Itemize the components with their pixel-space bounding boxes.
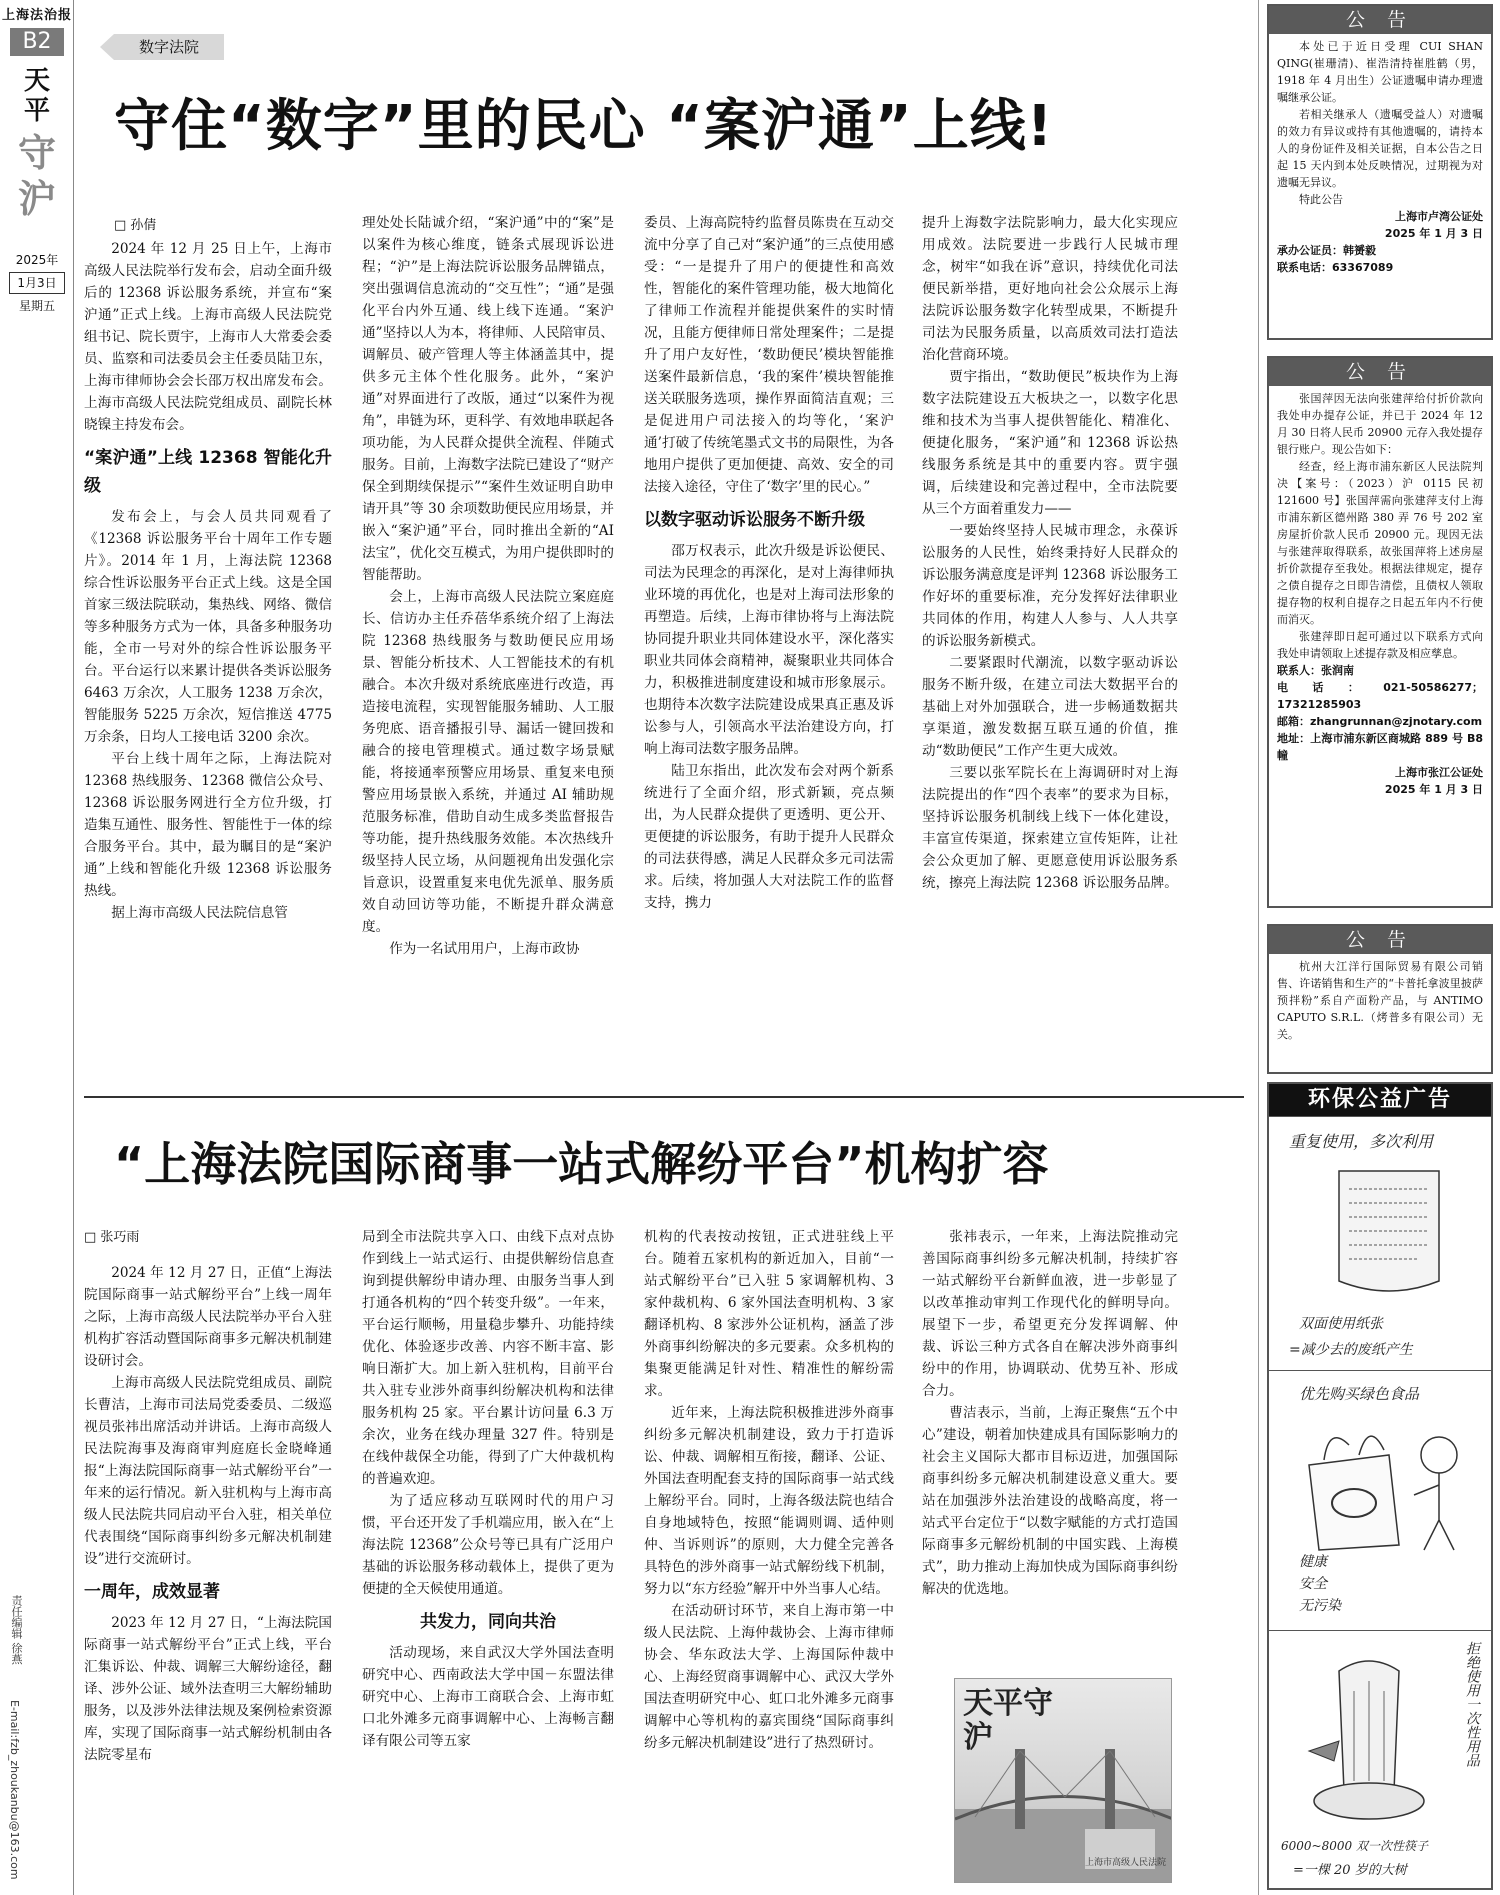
notice-3	[1267, 924, 1493, 1074]
ad-word-nonpolluting: 无污染	[1299, 1598, 1341, 1614]
photo-caption: 上海市高级人民法院	[1085, 1858, 1167, 1868]
shopping-bag-icon	[1289, 1415, 1479, 1555]
ad-word-health: 健康	[1299, 1554, 1327, 1570]
article1-column-1: 2024 年 12 月 25 日上午，上海市高级人民法院举行发布会，启动全面升级后的 12368 诉讼服务系统，并宣布“案沪通”正式上线。上海市高级人民法院党组书记、院长贾宇，上海市人大常委会委员、监察和司法委员会主任委员陆卫东，上海市律师协会会长邵万权出席发布会。上海市高级人民法院党组成员、副院长林晓镍主持发布会。 “案沪通”上线 12368 智能化升级 发布会上，与会人员共同观看了《12368 诉讼服务平台十周年工作专题片》。2014 年 1 月，上海法院 12368 综合性诉讼服务平台正式上线。这是全国首家三级法院联动，集热线、网络、微信等多种服务方式为一体，具备多种服务功能，全市一号对外的综合性诉讼服务平台。平台运行以来累计提供各类诉讼服务 6463 万余次，人工服务 1238 万余次，智能服务 5225 万余次，短信推送 4775 万余条，日均人工接电话 3200 余次。 平台上线十周年之际，上海法院对 12368 热线服务、12368 微信公众号、12368 诉讼服务网进行全方位升级，打造集互通性、服务性、智能性于一体的综合服务平台。其中，最为瞩目的是“案沪通”上线和智能化升级 12368 诉讼服务热线。 据上海市高级人民法院信息管	[84, 241, 332, 921]
article2-column-3: 机构的代表按动按钮，正式进驻线上平台。随着五家机构的新近加入，目前“一站式解纷平台”已入驻 5 家调解机构、3 家仲裁机构、6 家外国法查明机构、3 家翻译机构、8 家涉外公证机构，涵盖了涉外商事纠纷解决的多元要素。众多机构的集聚更能满足针对性、精准性的解纷需求。 近年来，上海法院积极推进涉外商事纠纷多元解决机制建设，致力于打造诉讼、仲裁、调解相互衔接，翻译、公证、外国法查明配套支持的国际商事一站式线上解纷平台。同时，上海各级法院也结合自身地域特色，按照“能调则调、适仲则仲、当诉则诉”的原则，大力健全完善各具特色的涉外商事一站式解纷线下机制，努力以“东方经验”解开中外当事人心结。 在活动研讨环节，来自上海市第一中级人民法院、上海仲裁协会、上海市律师协会、华东政法大学、上海国际仲裁中心、上海经贸商事调解中心、武汉大学外国法查明研究中心、虹口北外滩多元商事调解中心等机构的嘉宾围绕“国际商事纠纷多元解决机制建设”进行了热烈研讨。	[644, 1229, 894, 1751]
ad-panel3-side: 拒绝使用一次性用品	[1464, 1641, 1480, 1767]
notice-2-body: 张国萍因无法向张建萍给付折价款向我处申办提存公证，并已于 2024 年 12 月 30 日将人民币 20900 元存入我处提存银行账户。现公告如下： 经查，经上海市浦东新区人民法院判决【案号：（2023）沪 0115 民初 121600 号】张国萍需向张建萍支付上海市浦东新区德州路 380 弄 76 号 202 室房屋折价款人民币 20900 元。现因无法与张建萍取得联系，故张国萍将上述房屋折价款提存至我处。根据法律规定，提存之债自提存之日即告清偿，且债权人领取提存物的权利自提存之日起五年内不行使而消灭。 张建萍即日起可通过以下联系方式向我处申请领取上述提存款及相应孳息。 联系人：张润南 电话：021-50586277；17321285903 邮箱：zhangrunnan@zjnotary.com 地址：上海市浦东新区商城路 889 号 B8 幢 上海市张江公证处 2025 年 1 月 3 日	[1277, 392, 1483, 796]
article2-headline: “上海法院国际商事一站式解纷平台”机构扩容	[114, 1137, 1049, 1191]
pub-weekday: 星期五	[18, 299, 55, 313]
article-divider	[84, 1096, 1244, 1098]
ad-panel1-bottom2: =减少去的废纸产生	[1289, 1342, 1413, 1358]
article2-column-4: 张祎表示，一年来，上海法院推动完善国际商事纠纷多元解决机制，持续扩容一站式解纷平台新鲜血液，进一步彰显了以改革推动审判工作现代化的鲜明导向。展望下一步，希望更充分发挥调解、仲裁、诉讼三种方式各自在解决涉外商事纠纷中的作用，协调联动、优势互补、形成合力。 曹洁表示，当前，上海正聚焦“五个中心”建设，朝着加快建成具有国际影响力的社会主义国际大都市目标迈进，加强国际商事纠纷多元解决机制建设意义重大。要站在加强涉外法治建设的战略高度，将一站式平台定位于“以数字赋能的方式打造国际商事多元解纷机制的中国实践、上海模式”，助力推动上海加快成为国际商事纠纷解决的优选地。	[922, 1229, 1178, 1597]
ad-panel1-bottom1: 双面使用纸张	[1299, 1316, 1383, 1332]
pub-year: 2025年	[15, 253, 59, 267]
paper-sheet-icon	[1319, 1161, 1459, 1301]
ad-panel2-top: 优先购买绿色食品	[1299, 1385, 1420, 1403]
notice-3-body: 杭州大江洋行国际贸易有限公司销售、许诺销售和生产的“卡普托拿波里披萨预拌粉”系自产面粉产品，与 ANTIMO CAPUTO S.R.L.（烤普多有限公司）无关。	[1277, 960, 1483, 1041]
article2-column-2: 局到全市法院共享入口、由线下点对点协作到线上一站式运行、由提供解纷信息查询到提供解纷申请办理、由服务当事人到打通各机构的“四个转变升级”。一年来，平台运行顺畅，用量稳步攀升、功能持续优化、体验逐步改善、内容不断丰富、影响日渐扩大。加上新入驻机构，目前平台共入驻专业涉外商事纠纷解决机构和法律服务机构 25 家。平台累计访问量 6.3 万余次，业务在线办理量 327 件。特别是在线仲裁保全功能，得到了广大仲裁机构的普遍欢迎。 为了适应移动互联网时代的用户习惯，平台还开发了手机端应用，嵌入在“上海法院 12368”公众号等已具有广泛用户基础的诉讼服务移动载体上，提供了更为便捷的全天候使用通道。 共发力，同向共治 活动现场，来自武汉大学外国法查明研究中心、西南政法大学中国－东盟法律研究中心、上海市工商联合会、上海市虹口北外滩多元商事调解中心、上海畅言翻译有限公司等五家	[362, 1229, 614, 1749]
column-name: 天平	[23, 66, 50, 126]
ad-panel-paper	[1269, 1116, 1491, 1370]
editor-credit: 责任编辑 徐燕	[10, 1595, 23, 1665]
main-content	[84, 0, 1254, 1895]
eco-ad-title: 环保公益广告	[1269, 1084, 1491, 1116]
ad-panel1-top: 重复使用，多次利用	[1289, 1132, 1434, 1151]
ad-panel3-bottom2: =一棵 20 岁的大树	[1293, 1863, 1407, 1878]
article1-column-3: 委员、上海高院特约监督员陈贵在互动交流中分享了自己对“案沪通”的三点使用感受：“一是提升了用户的便捷性和高效性，智能化的案件管理功能，极大地简化了律师工作流程并能提供案件的实时情况，且能方便律师日常处理案件；二是提升了用户友好性，‘数助便民’模块智能推送案件最新信息，‘我的案件’模块智能推送关联服务选项，操作界面简洁直观；三是促进用户司法接入的均等化，‘案沪通’打破了传统笔墨式文书的局限性，为各地用户提供了更加便捷、高效、安全的司法接入途径，守住了‘数字’里的民心。” 以数字驱动诉讼服务不断升级 邵万权表示，此次升级是诉讼便民、司法为民理念的再深化，是对上海律师执业环境的再优化，也是对上海司法形象的再塑造。后续，上海市律协将与上海法院协同提升职业共同体建设水平，深化落实职业共同体会商精神，凝聚职业共同体合力，积极推进制度建设和城市形象展示。也期待本次数字法院建设成果真正惠及诉讼参与人，引领高水平法治建设方向，打响上海司法数字服务品牌。 陆卫东指出，此次发布会对两个新系统进行了全面介绍，形式新颖，亮点频出，为人民群众提供了更透明、更公开、更便捷的诉讼服务，有助于提升人民群众的司法获得感，满足人民群众多元司法需求。后续，将加强人大对法院工作的监督支持，携力	[644, 215, 894, 911]
notice-2	[1267, 356, 1493, 908]
article1-byline: □ 孙倩	[114, 218, 157, 233]
article1-column-2: 理处处长陆诚介绍，“案沪通”中的“案”是以案件为核心维度，链条式展现诉讼进程；“沪”是上海法院诉讼服务品牌锚点，突出强调信息流动的“交互性”；“通”是强化平台内外互通、线上线下连通。“案沪通”坚持以人为本，将律师、人民陪审员、调解员、破产管理人等主体涵盖其中，提供多元主体个性化服务。此外，“案沪通”对界面进行了改版，通过“以案件为视角”，串链为环，更科学、有效地串联起各项功能，为人民群众提供全流程、伴随式服务。目前，上海数字法院已建设了“财产保全到期续保提示”“案件生效证明自助申请开具”等 30 余项数助便民应用场景，并嵌入“案沪通”平台，同时推出全新的“AI 法宝”，优化交互模式，为用户提供即时的智能帮助。 会上，上海市高级人民法院立案庭庭长、信访办主任乔蓓华系统介绍了上海法院 12368 热线服务与数助便民应用场景、智能分析技术、人工智能技术的有机融合。本次升级对系统底座进行改造，再造接电流程，实现智能服务辅助、人工服务兜底、语音播报引导、漏话一键回拨和融合的接电管理模式。通过数字场景赋能，将接通率预警应用场景、重复来电预警应用场景嵌入系统，并通过 AI 辅助规范服务标准，借助自动生成多类监督报告等功能，提升热线服务效能。本次热线升级坚持人民立场，从问题视角出发强化宗旨意识，设置重复来电优先派单、服务质效自动回访等功能，不断提升群众满意度。 作为一名试用用户，上海市政协	[362, 215, 614, 957]
article1-column-4: 提升上海数字法院影响力，最大化实现应用成效。法院要进一步践行人民城市理念，树牢“如我在诉”意识，持续优化司法便民新举措，更好地向社会公众展示上海法院诉讼服务数字化转型成果，不断提升司法为民服务质量，以高质效司法打造法治化营商环境。 贾宇指出，“数助便民”板块作为上海数字法院建设五大板块之一，以数字化思维和技术为当事人提供智能化、精准化、便捷化服务，“案沪通”和 12368 诉讼热线服务系统是其中的重要内容。贾宇强调，后续建设和完善过程中，全市法院要从三个方面着重发力—— 一要始终坚持人民城市理念，永葆诉讼服务的人民性，始终秉持好人民群众的诉讼服务满意度是评判 12368 诉讼服务工作好坏的重要标准，充分发挥好法律职业共同体的作用，构建人人参与、人人共享的诉讼服务新模式。 二要紧跟时代潮流，以数字驱动诉讼服务不断升级，在建立司法大数据平台的基础上对外加强联合，进一步畅通数据共享渠道，激发数据互联互通的价值，推动“数助便民”工作产生更大成效。 三要以张军院长在上海调研时对上海法院提出的作“四个表率”的要求为目标，坚持诉讼服务机制线上线下一体化建设，丰富宣传渠道，探索建立宣传矩阵，让社会公众更加了解、更愿意使用诉讼服务系统，擦亮上海法院 12368 诉讼服务品牌。	[922, 215, 1178, 891]
editor-email: E-mail:fzb_zhoukanbu@163.com	[8, 1700, 21, 1880]
left-strip	[0, 0, 74, 1895]
ad-panel-disposable	[1269, 1630, 1491, 1888]
page-code: B2	[10, 28, 64, 56]
pub-date	[2, 250, 72, 316]
notice-2-title: 公 告	[1269, 358, 1491, 386]
tree-stump-icon	[1289, 1651, 1449, 1831]
ad-word-safe: 安全	[1299, 1576, 1327, 1592]
article1-headline: 守住“数字”里的民心 “案沪通”上线!	[114, 94, 1054, 159]
column-name-2: 守沪	[17, 130, 56, 221]
notice-1-body: 本处已于近日受理 CUI SHAN QING(崔珊清)、崔浩清持崔胜鹤（男，1918 年 4 月出生）公证遗嘱申请办理遗嘱继承公证。 若相关继承人（遗嘱受益人）对遗嘱的效力有异议或持有其他遗嘱的，请持本人的身份证件及相关证据，自本公告之日起 15 天内到本处反映情况，过期视为对遗嘱无异议。 特此公告 上海市卢湾公证处 2025 年 1 月 3 日 承办公证员：韩赟毅 联系电话：63367089	[1277, 40, 1483, 274]
court-building-photo	[954, 1678, 1172, 1883]
notice-1-title: 公 告	[1269, 6, 1491, 34]
eco-ad	[1267, 1082, 1493, 1890]
notice-3-title: 公 告	[1269, 926, 1491, 954]
article2-byline: □ 张巧雨	[84, 1230, 140, 1245]
ad-panel3-bottom1: 6000~8000 双一次性筷子	[1281, 1839, 1428, 1853]
notice-1	[1267, 4, 1493, 340]
ad-panel2-words	[1299, 1551, 1341, 1617]
photo-logo: 天平守沪	[963, 1686, 1053, 1755]
pub-day: 1月3日	[9, 272, 65, 294]
section-tag: 数字法院	[114, 34, 224, 60]
article2-column-1: 2024 年 12 月 27 日，正值“上海法院国际商事一站式解纷平台”上线一周年之际，上海市高级人民法院举办平台入驻机构扩容活动暨国际商事多元解决机制建设研讨会。 上海市高级人民法院党组成员、副院长曹洁，上海市司法局党委委员、二级巡视员张祎出席活动并讲话。上海市高级人民法院海事及海商审判庭庭长金晓峰通报“上海法院国际商事一站式解纷平台”一年来的运行情况。新入驻机构与上海市高级人民法院共同启动平台入驻，相关单位代表围绕“国际商事纠纷多元解决机制建设”进行交流研讨。 一周年，成效显著 2023 年 12 月 27 日，“上海法院国际商事一站式解纷平台”正式上线，平台汇集诉讼、仲裁、调解三大解纷途径，翻译、涉外公证、域外法查明三大解纷辅助服务，以及涉外法律法规及案例检索资源库，实现了国际商事一站式解纷机制由各法院零星布	[84, 1265, 332, 1763]
notices-column	[1258, 0, 1500, 1895]
ad-panel-green-food	[1269, 1370, 1491, 1630]
masthead: 上海法治报	[2, 8, 73, 23]
